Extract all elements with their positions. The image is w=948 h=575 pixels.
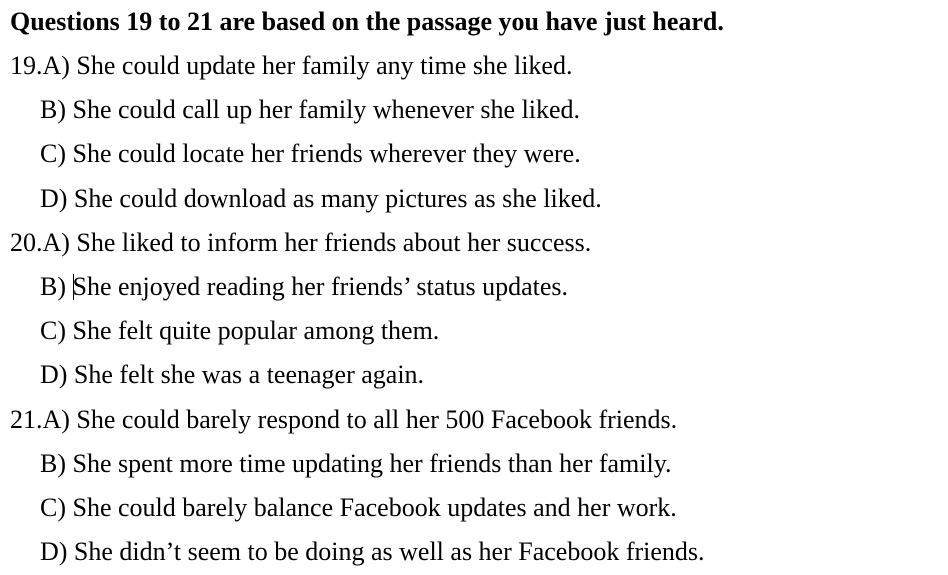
question-number: 20. <box>10 227 43 257</box>
question-19-option-c: C) She could locate her friends wherever they were. <box>40 139 581 169</box>
option-prefix: B) <box>40 271 73 301</box>
question-20-option-b <box>10 265 940 309</box>
question-20-option-d: D) She felt she was a teenager again. <box>40 360 425 390</box>
question-21-option-a <box>10 398 940 442</box>
option-text: A) She liked to inform her friends about her success. <box>42 227 592 257</box>
question-21-option-b: B) She spent more time updating her friends than her family. <box>40 448 672 478</box>
question-19-option-a <box>10 44 940 88</box>
question-20-option-a <box>10 221 940 265</box>
question-21-option-d: D) She didn’t seem to be doing as well as her Facebook friends. <box>40 537 705 567</box>
question-document <box>10 0 940 574</box>
question-20-option-c: C) She felt quite popular among them. <box>40 316 440 346</box>
question-number: 19. <box>10 51 43 80</box>
question-21-option-c: C) She could barely balance Facebook updates and her work. <box>40 492 677 522</box>
question-19-option-b: B) She could call up her family whenever she liked. <box>40 95 581 125</box>
option-text: She enjoyed reading her friends’ status updates. <box>72 271 569 301</box>
section-heading: Questions 19 to 21 are based on the passage you have just heard. <box>10 7 724 36</box>
option-text: A) She could barely respond to all her 500 Facebook friends. <box>42 404 678 434</box>
option-text: A) She could update her family any time she liked. <box>42 51 573 80</box>
question-number: 21. <box>10 404 43 434</box>
question-19-option-d: D) She could download as many pictures as she liked. <box>40 183 602 213</box>
